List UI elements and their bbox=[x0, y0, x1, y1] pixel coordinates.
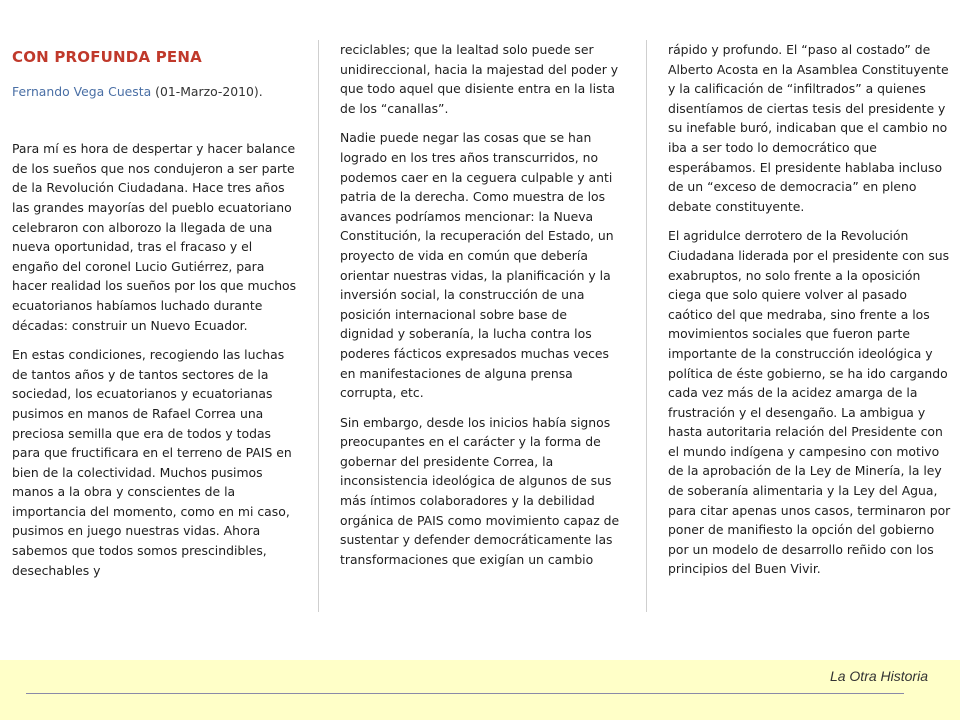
footer-bar bbox=[0, 660, 960, 720]
column-divider bbox=[646, 40, 647, 612]
author-name: Fernando Vega Cuesta bbox=[12, 83, 152, 99]
paragraph: Nadie puede negar las cosas que se han logrado en los tres años transcurridos, no podemos caer en la ceguera culpable y anti patria de la derecha. Como muestra de los avances podríamos mencionar: la Nueva Constitución, la recuperación del Estado, un proyecto de vida en común que debería orientar nuestras vidas, la planificación y la inversión social, la construcción de una posición internacional sobre base de dignidad y soberanía, la lucha contra los poderes fácticos expresados muchas veces en manifestaciones de alguna prensa corrupta, etc. bbox=[340, 130, 614, 401]
column-1 bbox=[12, 40, 298, 590]
paragraph: rápido y profundo. El “paso al costado” de Alberto Acosta en la Asamblea Constituyente y la calificación de “infiltrados” a quienes disentíamos de ciertas tesis del presidente y su inefable buró, indicaban que el cambio no iba a ser todo lo democrático que esperábamos. El presidente hablaba incluso de un “exceso de democracia” en pleno debate constituyente. bbox=[668, 42, 949, 214]
column-3 bbox=[668, 40, 952, 589]
spacer bbox=[12, 101, 298, 139]
publication-date: (01-Marzo-2010). bbox=[151, 83, 263, 99]
footer-label: La Otra Historia bbox=[829, 668, 928, 684]
paragraph: En estas condiciones, recogiendo las luchas de tantos años y de tantos sectores de la sociedad, los ecuatorianos y ecuatorianas pusimos en manos de Rafael Correa una preciosa semilla que era de todos y todas para que fructificara en el terreno de PAIS en bien de la colectividad. Muchos pusimos manos a la obra y conscientes de la importancia del momento, como en mi caso, pusimos en juego nuestras vidas. Ahora sabemos que todos somos prescindibles, desechables y bbox=[12, 347, 292, 578]
column-2 bbox=[340, 40, 622, 579]
paragraph: El agridulce derrotero de la Revolución Ciudadana liderada por el presidente con sus exabruptos, no solo frente a la oposición ciega que solo quiere volver al pasado caótico del que medraba, sino frente a los movimientos sociales que fueron parte importante de la construcción ideológica y política de éste gobierno, se ha ido cargando cada vez más de la acidez amarga de la frustración y el desengaño. La ambigua y hasta autoritaria relación del Presidente con el mundo indígena y campesino con motivo de la aprobación de la Ley de Minería, la ley de soberanía alimentaria y la Ley del Agua, para citar apenas unos casos, terminaron por poner de manifiesto la opción del gobierno por un modelo de desarrollo reñido con los principios del Buen Vivir. bbox=[668, 228, 951, 577]
paragraph: reciclables; que la lealtad solo puede ser unidireccional, hacia la majestad del poder y que todo aquel que disiente entra en la lista de los “canallas”. bbox=[340, 42, 619, 116]
paragraph: Sin embargo, desde los inicios había signos preocupantes en el carácter y la forma de gobernar del presidente Correa, la inconsistencia ideológica de algunos de sus más íntimos colaboradores y la debilidad orgánica de PAIS como movimiento capaz de sustentar y defender democráticamente las transformaciones que exigían un cambio bbox=[340, 414, 620, 567]
paragraph: Para mí es hora de despertar y hacer balance de los sueños que nos condujeron a ser parte de la Revolución Ciudadana. Hace tres años las grandes mayorías del pueblo ecuatoriano celebraron con alborozo la llegada de una nueva oportunidad, tras el fracaso y el engaño del coronel Lucio Gutiérrez, para hacer realidad los sueños por los que muchos ecuatorianos habíamos luchado durante décadas: construir un Nuevo Ecuador. bbox=[12, 141, 297, 333]
document-title: CON PROFUNDA PENA bbox=[12, 48, 202, 66]
column-divider bbox=[318, 40, 319, 612]
byline bbox=[12, 82, 298, 102]
footer-rule bbox=[26, 693, 904, 694]
